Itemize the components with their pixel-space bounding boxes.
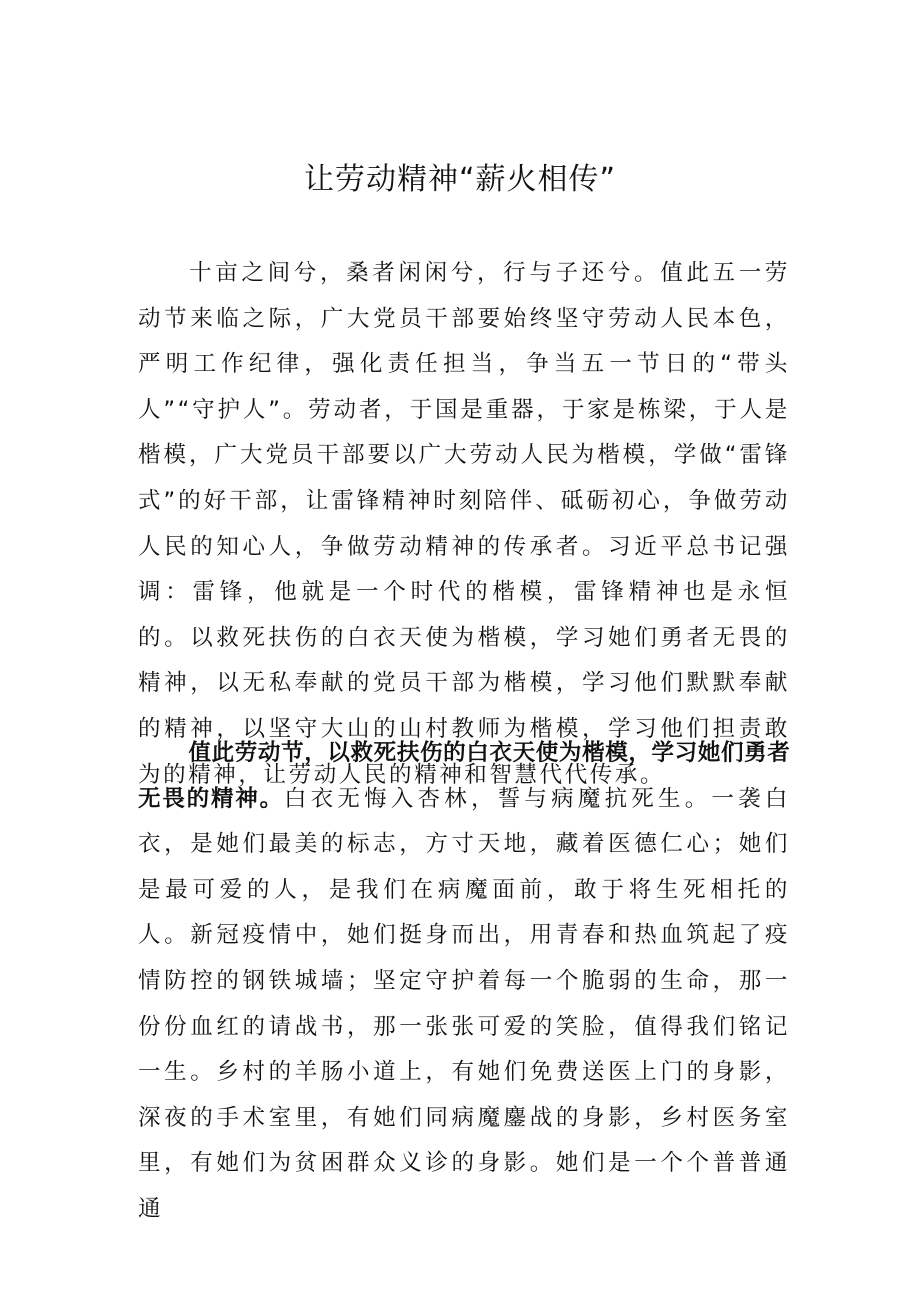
paragraph-2-lead-sentence: 值此劳动节，以救死扶伤的白衣天使为楷模，学习她们勇者无畏的精神。 <box>138 740 790 812</box>
paragraph-2-text: 白衣无悔入杏林，誓与病魔抗死生。一袭白衣，是她们最美的标志，方寸天地，藏着医德仁心；她们是最可爱的人，是我们在病魔面前，敢于将生死相托的人。新冠疫情中，她们挺身而出，用青春和热血筑起了疫情防控的钢铁城墙；坚定守护着每一个脆弱的生命，那一份份血红的请战书，那一张张可爱的笑脸，值得我们铭记一生。乡村的羊肠小道上，有她们免费送医上门的身影，深夜的手术室里，有她们同病魔鏖战的身影，乡村医务室里，有她们为贫困群众义诊的身影。她们是一个个普普通通 <box>138 785 791 1222</box>
paragraph-1-text: 十亩之间兮，桑者闲闲兮，行与子还兮。值此五一劳动节来临之际，广大党员干部要始终坚守劳动人民本色，严明工作纪律，强化责任担当，争当五一节日的“带头人”“守护人”。劳动者，于国是重器，于家是栋梁，于人是楷模，广大党员干部要以广大劳动人民为楷模，学做“雷锋式”的好干部，让雷锋精神时刻陪伴、砥砺初心，争做劳动人民的知心人，争做劳动精神的传承者。习近平总书记强调：雷锋，他就是一个时代的楷模，雷锋精神也是永恒的。以救死扶伤的白衣天使为楷模，学习她们勇者无畏的精神，以无私奉献的党员干部为楷模，学习他们默默奉献的精神，以坚守大山的山村教师为楷模，学习他们担责敢为的精神，让劳动人民的精神和智慧代代传承。 <box>138 260 790 788</box>
paragraph-1 <box>138 251 790 798</box>
paragraph-2 <box>138 731 790 1233</box>
document-title: 让劳动精神“薪火相传” <box>303 162 617 197</box>
